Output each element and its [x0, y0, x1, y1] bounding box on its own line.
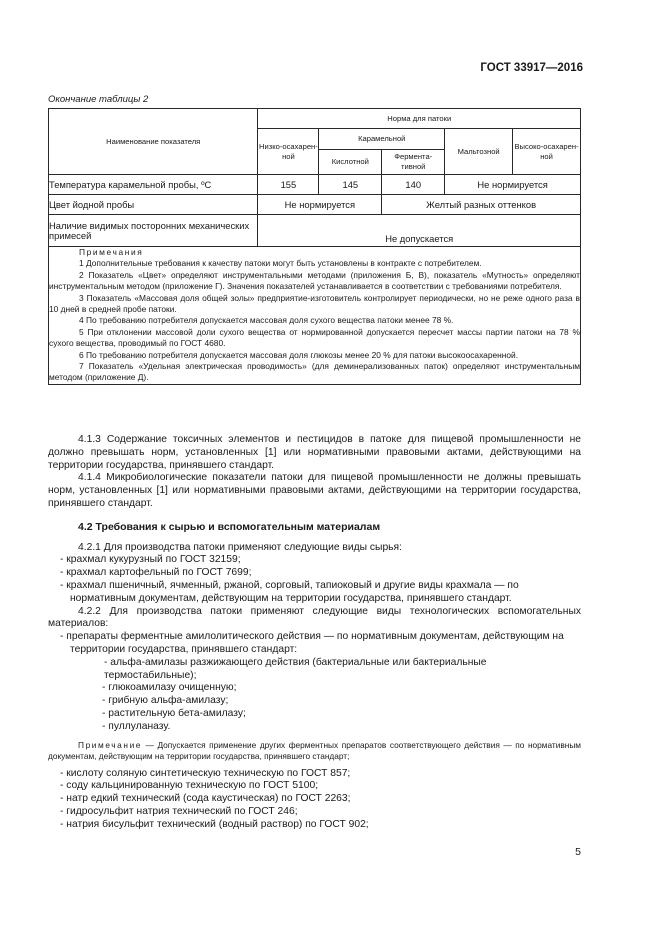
- list-item: - натр едкий технический (сода каустическая) по ГОСТ 2263;: [60, 793, 351, 805]
- cell-value: 155: [258, 175, 319, 195]
- list-item: - соду кальцинированную техническую по ГОСТ 5100;: [60, 780, 319, 792]
- header-maltose: Мальтозной: [445, 129, 513, 175]
- norm-table: [48, 108, 581, 385]
- header-indicator: Наименование показателя: [49, 109, 258, 175]
- table-notes: [49, 247, 581, 385]
- paragraph-4-2-2: 4.2.2 Для производства патоки применяют следующие виды технологических вспомогательных материалов:: [48, 605, 581, 630]
- section-title: 4.2 Требования к сырью и вспомогательным материалам: [78, 520, 381, 533]
- note-item: 7 Показатель «Удельная электрическая проводимость» (для деминерализованных паток) определяют инструментальным методом (приложение Д).: [49, 361, 580, 383]
- section-note: [48, 740, 581, 762]
- list-item: - крахмал кукурузный по ГОСТ 32159;: [60, 554, 241, 566]
- list-item: - крахмал пшеничный, ячменный, ржаной, сорговый, тапиоковый и другие виды крахмала — по нормативным документам, действующим на территории государства, принявшего стандарт.: [60, 579, 519, 604]
- list-item: - глюкоамилазу очищенную;: [102, 682, 237, 694]
- list-item: - натрия бисульфит технический (водный раствор) по ГОСТ 902;: [60, 818, 369, 830]
- header-enzyme: Фермента-тивной: [382, 150, 445, 175]
- page-number: 5: [575, 846, 581, 858]
- table-row: [49, 215, 581, 247]
- paragraph-4-1-4: 4.1.4 Микробиологические показатели патоки для пищевой промышленности не должны превышать норм, установленных [1] или нормативными правовыми актами, действующими на территории государства, принявшего стандарт.: [48, 472, 581, 509]
- list-item: - растительную бета-амилазу;: [102, 707, 246, 719]
- paragraph-4-2-1: 4.2.1 Для производства патоки применяют следующие виды сырья:: [78, 541, 402, 553]
- list-item: - кислоту соляную синтетическую техническую по ГОСТ 857;: [60, 767, 351, 779]
- list-item: - гидросульфит натрия технический по ГОСТ 246;: [60, 805, 298, 817]
- notes-title: Примечания: [79, 247, 144, 257]
- cell-value: Желтый разных оттенков: [382, 195, 581, 215]
- note-item: 4 По требованию потребителя допускается массовая доля сухого вещества патоки менее 78 %.: [79, 315, 454, 326]
- table-row: [49, 195, 581, 215]
- note-item: 1 Дополнительные требования к качеству патоки могут быть установлены в контракте с потребителем.: [79, 258, 482, 269]
- header-caramel: Карамельной: [319, 129, 445, 150]
- row-name: Цвет йодной пробы: [49, 195, 258, 215]
- row-name: Наличие видимых посторонних механических примесей: [49, 215, 258, 247]
- header-acid: Кислотной: [319, 150, 382, 175]
- header-low-sugar: Низко-осахарен-ной: [258, 129, 319, 175]
- note-text: — Допускается применение других ферментных препаратов соответствующего действия — по нормативным документам, действующим на территории государства, принявшего стандарт;: [48, 739, 581, 761]
- cell-value: Не нормируется: [445, 175, 581, 195]
- table-row: [49, 175, 581, 195]
- note-item: 5 При отклонении массовой доли сухого вещества от нормированной допускается пересчет массы партии патоки на 78 % сухого вещества, проводимый по ГОСТ 4680.: [49, 326, 580, 349]
- cell-value: Не допускается: [258, 215, 581, 247]
- header-high-sugar: Высоко-осахарен-ной: [513, 129, 581, 175]
- note-item: 2 Показатель «Цвет» определяют инструментальными методами (приложения Б, В), показатель «Мутность» определяют инструментальным методом (приложение Г). Значения показателей устанавливается в соответствии с требованиями потребителя.: [49, 269, 580, 292]
- list-item: - альфа-амилазы разжижающего действия (бактериальные или бактериальные термостабильные);: [104, 656, 487, 681]
- header-norm: Норма для патоки: [258, 109, 581, 129]
- cell-value: 145: [319, 175, 382, 195]
- note-item: 6 По требованию потребителя допускается массовая доля глюкозы менее 20 % для патоки высокоосахаренной.: [79, 349, 519, 360]
- note-title: Примечание: [78, 739, 143, 750]
- list-item: - грибную альфа-амилазу;: [102, 695, 229, 707]
- list-item: - препараты ферментные амилолитического действия — по нормативным документам, действующим на территории государства, принявшего стандарт:: [60, 631, 564, 655]
- body-text: [48, 434, 581, 832]
- note-item: 3 Показатель «Массовая доля общей золы» предприятие-изготовитель контролирует периодически, но не реже одного раза в 10 дней в средней пробе патоки.: [49, 292, 580, 315]
- paragraph-4-1-3: 4.1.3 Содержание токсичных элементов и пестицидов в патоке для пищевой промышленности не должно превышать норм, установленных [1] или нормативными правовыми актами, действующими на территории государства, принявшего стандарт.: [48, 434, 581, 471]
- list-item: - пуллуланазу.: [102, 720, 171, 732]
- standard-number: ГОСТ 33917—2016: [480, 62, 583, 74]
- list-item: - крахмал картофельный по ГОСТ 7699;: [60, 567, 252, 579]
- cell-value: Не нормируется: [258, 195, 382, 215]
- cell-value: 140: [382, 175, 445, 195]
- table-caption: Окончание таблицы 2: [48, 94, 149, 105]
- row-name: Температура карамельной пробы, ºС: [49, 175, 258, 195]
- notes-row: [49, 247, 581, 385]
